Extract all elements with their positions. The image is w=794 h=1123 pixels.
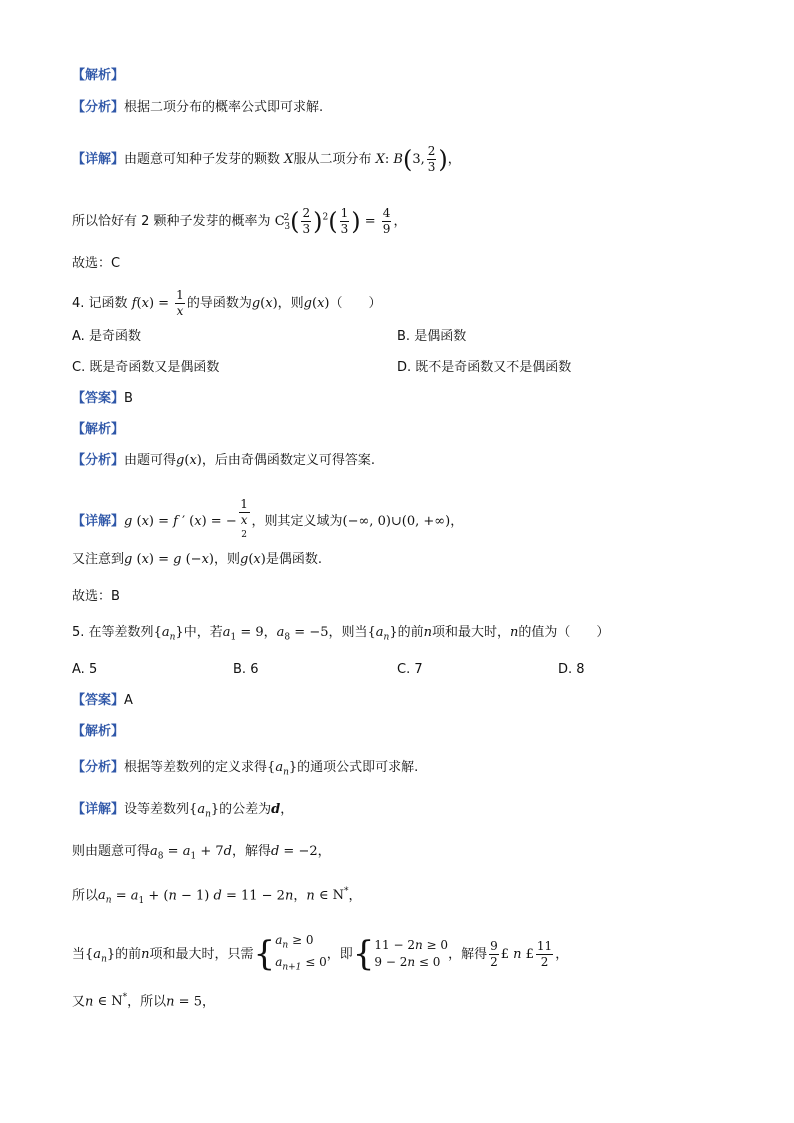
- q5-general-term-line: 所以$a_n = a_1 + (n - 1) d = 11 - 2n$，n ∈ N*，: [72, 887, 362, 906]
- q4-option-b: B. 是偶函数: [397, 329, 467, 344]
- q5-conclusion-line: 又n ∈ N*，所以n = 5，: [72, 993, 215, 1010]
- analysis-heading: 【解析】: [72, 68, 125, 83]
- q5-detail-line: 【详解】设等差数列$\{a_n\}$的公差为d，: [72, 802, 294, 820]
- q5-stem: 5. 在等差数列$\{a_n\}$中，若$a_1 = 9$，$a_8 = -5$，则当$\{a_n\}$的前n项和最大时，n的值为（ ）: [72, 625, 610, 643]
- q5-equation-line: 则由题意可得$a_8 = a_1 + 7d$，解得d = −2，: [72, 844, 331, 862]
- q4-option-d: D. 既不是奇函数又不是偶函数: [397, 360, 572, 375]
- q3-analysis-line: 【分析】根据二项分布的概率公式即可求解.: [72, 100, 324, 115]
- q3-choice-line: 故选：C: [72, 256, 121, 271]
- q4-stem: 4. 记函数 f(x) = $\frac{1}{x}$ 的导函数为g(x)，则g(x)（ ）: [72, 288, 382, 318]
- q4-even-line: 又注意到g (x) = g (−x)，则g(x)是偶函数.: [72, 552, 322, 567]
- q3-probability-line: 所以恰好有 2 颗种子发芽的概率为 $C^2_3$( $\frac{2}{3}$ )$^2$( $\frac{1}{3}$ ) = $\frac{4}{9}$ ，: [72, 206, 407, 236]
- q4-option-c: C. 既是奇函数又是偶函数: [72, 360, 220, 375]
- q5-option-c: C. 7: [397, 662, 423, 677]
- q5-answer: 【答案】A: [72, 693, 133, 708]
- q5-option-b: B. 6: [233, 662, 259, 677]
- q5-option-d: D. 8: [558, 662, 585, 677]
- q5-analysis-line: 【分析】根据等差数列的定义求得$\{a_n\}$的通项公式即可求解.: [72, 760, 419, 778]
- q5-condition-line: 当$\{a_n\}$的前n项和最大时，只需{ $a_n \ge 0$ $a_{n+1} \le 0$ ，即{ 11 − 2n ≥ 0 9 − 2n ≤ 0 ，解得 $\frac{9}{2}$ £ n £ $\frac{11}{2}$ ，: [72, 933, 569, 975]
- q4-analysis-line: 【分析】由题可得g(x)，后由奇偶函数定义可得答案.: [72, 453, 375, 468]
- q4-answer: 【答案】B: [72, 391, 133, 406]
- q5-analysis-heading: 【解析】: [72, 724, 125, 739]
- q4-detail-line: 【详解】g (x) = f ′ (x) = − 1 x $^2$ ，则其定义域为(−∞, 0)∪(0, +∞)，: [72, 497, 464, 540]
- q4-option-a: A. 是奇函数: [72, 329, 141, 344]
- q4-choice-line: 故选：B: [72, 589, 120, 604]
- q3-detail-line: 【详解】由题意可知种子发芽的颗数 X服从二项分布 X: B(3, $\frac{2}{3}$ )，: [72, 144, 461, 174]
- q5-option-a: A. 5: [72, 662, 98, 677]
- q4-analysis-heading: 【解析】: [72, 422, 125, 437]
